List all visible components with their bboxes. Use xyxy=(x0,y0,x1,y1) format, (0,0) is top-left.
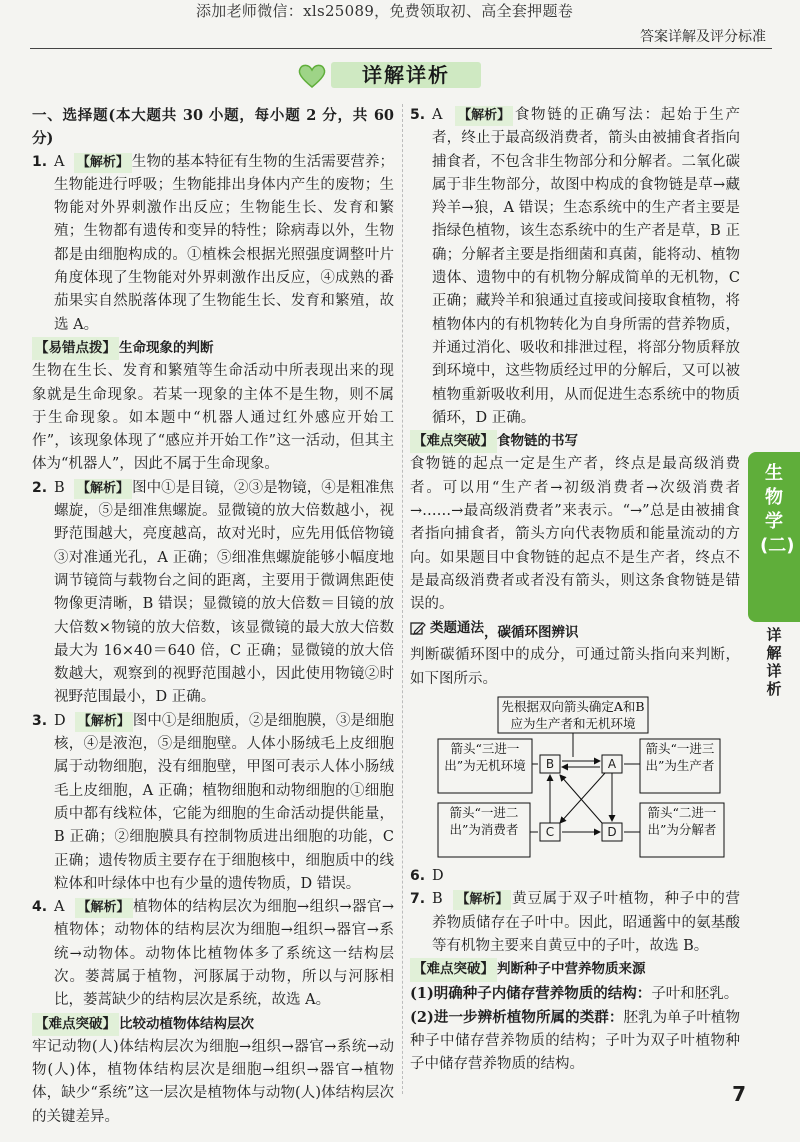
question-3 xyxy=(32,710,394,896)
question-2 xyxy=(32,477,394,710)
pencil-icon xyxy=(410,620,426,636)
analysis-text: 图中①是目镜，②③是物镜，④是粗准焦螺旋，⑤是细准焦螺旋。显微镜的放大倍数越小，视野范围越大，亮度越高，故对光时，应先用低倍物镜③对准通光孔，A 正确；⑤细准焦螺旋能够小幅度地调节镜筒与载物台之间的距离，主要用于微调焦距使物像更清晰，B 错误；显微镜的放大倍数＝目镜的放大倍数×物镜的放大倍数，该显微镜的最大放大倍数最大为 16×40＝640 倍，C 正确；显微镜的放大倍数越大，观察到的视野范围越小，因此使用物镜②时视野范围最小，D 正确。 xyxy=(54,479,395,706)
question-body xyxy=(54,151,394,337)
question-body xyxy=(54,710,394,896)
watermark-text: 添加老师微信：xls25089，免费领取初、高全套押题卷 xyxy=(196,2,574,20)
diagram-decomposer-note: 箭头“二进一出”为分解者 xyxy=(647,805,717,838)
answer-letter: B xyxy=(432,891,443,908)
question-body xyxy=(432,104,740,430)
tip-label: 【难点突破】 xyxy=(410,958,497,981)
tip-title: 判断种子中营养物质来源 xyxy=(497,961,646,978)
tip-point-2 xyxy=(410,1006,740,1077)
tip-text: 牢记动物(人)体结构层次为细胞→组织→器官→系统→动物(人)体，植物体结构层次是细胞→组织→器官→植物体，缺少“系统”这一层次是植物体与动物(人)体结构层次的关键差异。 xyxy=(32,1038,394,1125)
method-label-group xyxy=(410,617,484,640)
analysis-text: 图中①是细胞质，②是细胞膜，③是细胞核，④是液泡，⑤是细胞壁。人体小肠绒毛上皮细胞属于动物细胞，没有细胞壁，甲图可表示人体小肠绒毛上皮细胞，A 正确；植物细胞和动物细胞的①细胞质中都有线粒体，它能为细胞的生命活动提供能量，B 正确；②细胞膜具有控制物质进出细胞的功能，C 正确；遗传物质主要存在于细胞核中，细胞质中的线粒体和叶绿体中也有少量的遗传物质，D 错误。 xyxy=(54,712,395,892)
method-title: 碳循环图辨识 xyxy=(497,624,579,641)
answer-letter: D xyxy=(54,712,66,729)
question-4 xyxy=(32,896,394,1012)
section-heading: 一、选择题(本大题共 30 小题，每小题 2 分，共 60 分) xyxy=(32,107,394,148)
diagram-node-c: C xyxy=(545,825,555,840)
diagram-node-d: D xyxy=(607,825,617,840)
analysis-text: 植物体的结构层次为细胞→组织→器官→植物体；动物体的结构层次为细胞→组织→器官→系统→动物体。动物体比植物体多了系统这一结构层次。蒌蒿属于植物，河豚属于动物，所以与河豚相比，蒌蒿缺少的结构层次是系统，故选 A。 xyxy=(54,899,395,1009)
diagram-node-b: B xyxy=(545,757,555,772)
tip-title: 生命现象的判断 xyxy=(119,339,214,356)
diagram-consumer-note: 箭头“一进二出”为消费者 xyxy=(449,805,519,838)
tip-heading xyxy=(32,337,394,360)
tip-label: 【易错点拨】 xyxy=(32,337,119,360)
tip-point-text: 子叶和胚乳。 xyxy=(651,985,739,1002)
question-number: 7. xyxy=(410,891,426,908)
column-divider xyxy=(402,104,403,1094)
analysis-text: 食物链的正确写法：起始于生产者，终止于最高级消费者，箭头由被捕食者指向捕食者，不包含非生物部分和分解者。二氧化碳属于非生物部分，故图中构成的食物链是草→藏羚羊→狼，A 错误；生态系统中的生产者主要是指绿色植物，该生态系统中的生产者是草，B 正确；分解者主要是指细菌和真菌，能将动、植物遗体、遗物中的有机物分解成简单的无机物，C 正确；藏羚羊和狼通过直接或间接取食植物，将植物体内的有机物转化为自身所需的营养物质，并通过消化、吸收和排泄过程，将部分物质释放到环境中，这些物质经过甲的分解后，又可以被植物重新吸收利用，从而促进生态系统中的物质循环，D 正确。 xyxy=(432,107,741,426)
question-number: 3. xyxy=(32,712,48,729)
method-label: 类题通法 xyxy=(430,619,484,636)
left-column xyxy=(32,104,394,1129)
tip-title: 比较动植物体结构层次 xyxy=(119,1015,254,1032)
question-number: 2. xyxy=(32,479,48,496)
analysis-tag: 【解析】 xyxy=(455,106,513,126)
analysis-text: 生物的基本特征有生物的生活需要营养；生物能进行呼吸；生物能排出身体内产生的废物；生物能对外界刺激作出反应；生物能生长、发育和繁殖；生物都有遗传和变异的特性；除病毒以外，生物都是由细胞构成的。①植株会根据光照强度调整叶片角度体现了生物能对外界刺激作出反应，④成熟的番茄果实自然脱落体现了生物能生长、发育和繁殖，故选 A。 xyxy=(54,153,395,333)
question-1 xyxy=(32,151,394,337)
method-heading: 类题通法 ，碳循环图辨识 xyxy=(410,617,740,645)
question-number: 5. xyxy=(410,107,426,123)
diagram-producer-note: 箭头“一进三出”为生产者 xyxy=(645,741,715,774)
subject-tab-label: 生物学(二) xyxy=(760,463,795,556)
question-body xyxy=(54,477,394,710)
header-subtitle: 答案详解及评分标准 xyxy=(640,29,766,45)
tip-text: 食物链的起点一定是生产者，终点是最高级消费者。可以用“生产者→初级消费者→次级消费者→……→最高级消费者”来表示。“→”总是由被捕食者指向捕食者，箭头方向代表物质和能量流动的方向。如果题目中食物链的起点不是生产者，终点不是最高级消费者或者没有箭头，则这条食物链是错误的。 xyxy=(410,456,740,613)
page-title: 详解详析 xyxy=(362,63,450,87)
heart-icon xyxy=(297,63,327,89)
question-5 xyxy=(410,104,740,430)
tip-text: 生物在生长、发育和繁殖等生命活动中所表现出来的现象就是生命现象。若某一现象的主体不是生物，则不属于生命现象。如本题中“机器人通过红外感应开始工作”，该现象体现了“感应并开始工作”这一活动，但其主体为“机器人”，因此不属于生命现象。 xyxy=(32,363,394,473)
question-number: 4. xyxy=(32,899,48,916)
carbon-cycle-diagram xyxy=(410,695,740,865)
diagram-node-a: A xyxy=(607,757,617,772)
analysis-tag: 【解析】 xyxy=(75,898,133,918)
analysis-tag: 【解析】 xyxy=(453,890,511,910)
analysis-tag: 【解析】 xyxy=(74,479,132,499)
tip-point-lead: (2)进一步辨析植物所属的类群： xyxy=(410,1008,624,1026)
answer-letter: D xyxy=(432,868,444,885)
question-7 xyxy=(410,888,740,958)
answer-letter: A xyxy=(432,107,443,123)
question-number: 1. xyxy=(32,153,48,170)
tip-heading xyxy=(32,1013,394,1036)
header-divider xyxy=(30,48,772,49)
analysis-text: 黄豆属于双子叶植物，种子中的营养物质储存在子叶中。因此，昭通酱中的氨基酸等有机物主要来自黄豆中的子叶，故选 B。 xyxy=(432,891,740,954)
answer-letter: A xyxy=(54,153,65,170)
question-body xyxy=(432,865,740,888)
title-banner xyxy=(285,60,495,90)
answer-letter: A xyxy=(54,899,65,916)
diagram-top-note: 先根据双向箭头确定A和B应为生产者和无机环境 xyxy=(501,699,645,732)
question-number: 6. xyxy=(410,868,426,885)
analysis-tag: 【解析】 xyxy=(75,712,133,732)
tip-label: 【难点突破】 xyxy=(32,1013,119,1036)
analysis-tag: 【解析】 xyxy=(74,153,132,173)
tip-label: 【难点突破】 xyxy=(410,430,497,453)
subject-tab-sublabel: 详解详析 xyxy=(766,626,782,698)
tip-heading xyxy=(410,958,740,981)
tip-point-lead: (1)明确种子内储存营养物质的结构： xyxy=(410,984,652,1002)
method-text: 判断碳循环图中的成分，可通过箭头指向来判断，如下图所示。 xyxy=(410,647,740,687)
diagram-abiotic-note: 箭头“三进一出”为无机环境 xyxy=(444,741,526,774)
question-6 xyxy=(410,865,740,888)
tip-point-1 xyxy=(410,982,740,1006)
question-body xyxy=(432,888,740,958)
tip-point-text: 胚乳为单子叶植物种子中储存营养物质的结构；子叶为双子叶植物种子中储存营养物质的结构。 xyxy=(410,1009,740,1073)
page-number: 7 xyxy=(732,1082,746,1106)
tip-heading xyxy=(410,430,740,453)
question-body xyxy=(54,896,394,1012)
answer-letter: B xyxy=(54,479,65,496)
right-column xyxy=(410,104,740,1077)
tip-title: 食物链的书写 xyxy=(497,433,578,450)
